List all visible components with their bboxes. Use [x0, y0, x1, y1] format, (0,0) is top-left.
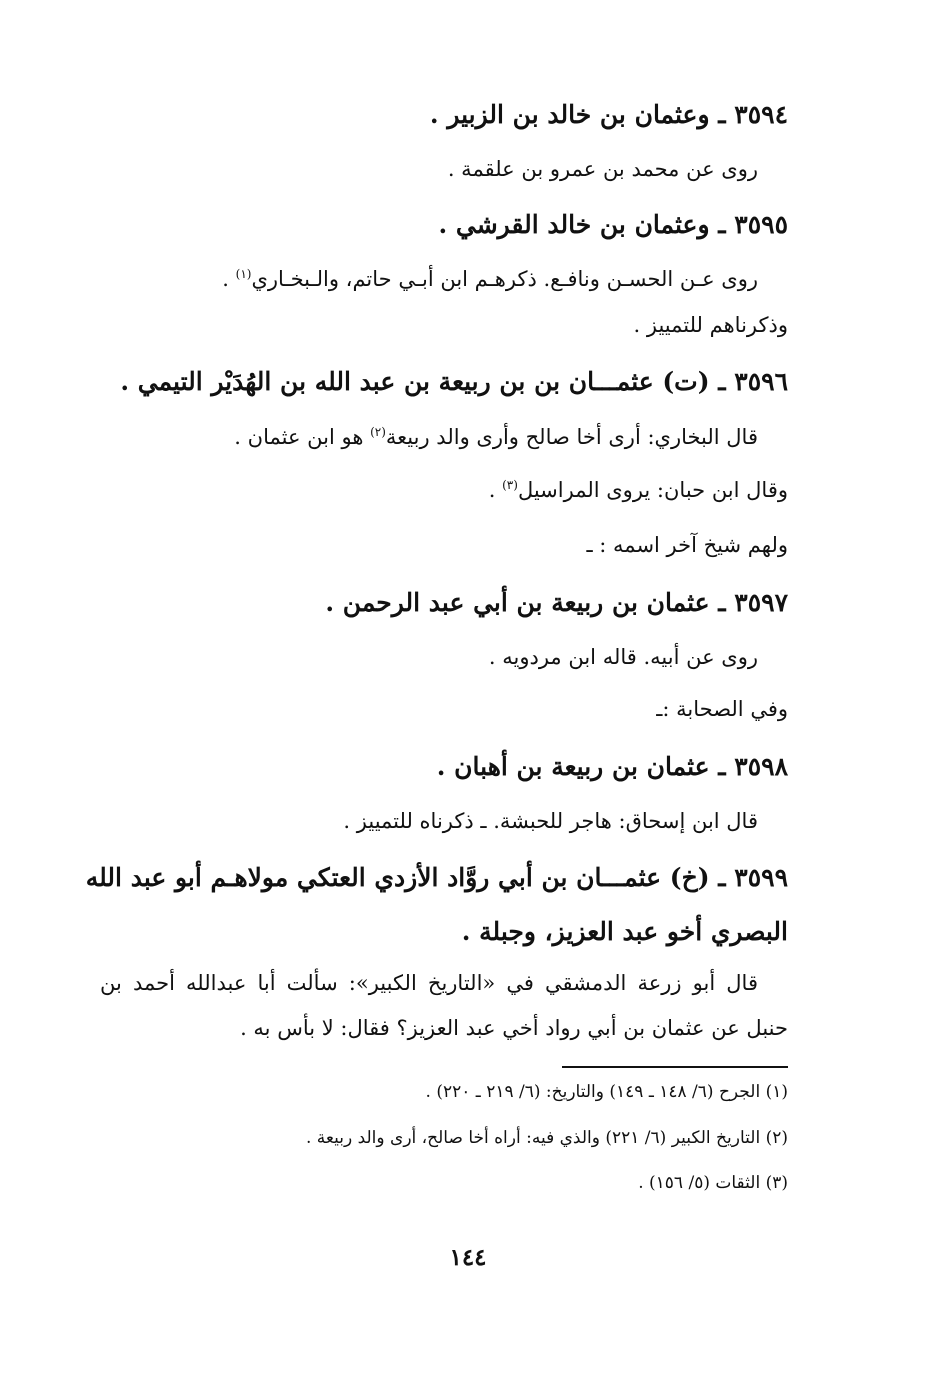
- footnote-ref-3: (٣): [502, 478, 518, 492]
- entry-heading-3596: ٣٥٩٦ ـ (ت) عثمـــان بن بن ربيعة بن عبد الله بن الهُدَيْر التيمي .: [120, 367, 788, 396]
- entry-heading-3594: ٣٥٩٤ ـ وعثمان بن خالد بن الزبير .: [429, 100, 788, 129]
- entry-text-3598: قال ابن إسحاق: هاجر للحبشة. ـ ذكرناه للتمييز .: [343, 809, 758, 833]
- entry-heading-3598: ٣٥٩٨ ـ عثمان بن ربيعة بن أهبان .: [436, 752, 788, 781]
- entry-heading-3595: ٣٥٩٥ ـ وعثمان بن خالد القرشي .: [438, 210, 788, 239]
- entry-text-3597-line1: روى عن أبيه. قاله ابن مردويه .: [488, 645, 758, 669]
- entry-text-3595-tail: .: [222, 267, 236, 291]
- entry-text-3596-line2-a: وقال ابن حبان: يروى المراسيل: [517, 478, 788, 502]
- entry-text-3595-line1: [100, 267, 758, 291]
- page-number: ١٤٤: [449, 1244, 487, 1271]
- entry-text-3594: روى عن محمد بن عمرو بن علقمة .: [447, 157, 758, 181]
- entry-text-3596-line2: [100, 478, 788, 502]
- entry-heading-3597: ٣٥٩٧ ـ عثمان بن ربيعة بن أبي عبد الرحمن .: [325, 588, 788, 617]
- footnote-1: (١) الجرح (٦/ ١٤٨ ـ ١٤٩) والتاريخ: (٦/ ٢١٩ ـ ٢٢٠) .: [425, 1082, 788, 1102]
- entry-text-3595-line2: وذكرناهم للتمييز .: [633, 313, 788, 337]
- entry-text-3595-main: روى عـن الحسـن ونافـع. ذكرهـم ابن أبـي حاتم، والـبخـاري: [251, 267, 758, 291]
- entry-text-3599-line1: قال أبو زرعة الدمشقي في «التاريخ الكبير»: سألت أبا عبدالله أحمد بن: [100, 971, 758, 995]
- footnote-separator: [562, 1066, 788, 1068]
- entry-heading-3599-line1: ٣٥٩٩ ـ (خ) عثمـــان بن أبي روَّاد الأزدي العتكي مولاهـم أبو عبد الله: [85, 863, 788, 892]
- entry-text-3596-line3: ولهم شيخ آخر اسمه : ـ: [586, 533, 788, 557]
- footnote-ref-2: (٢): [370, 425, 386, 439]
- footnote-2: (٢) التاريخ الكبير (٦/ ٢٢١) والذي فيه: أراه أخا صالح، أرى والد ربيعة .: [305, 1128, 788, 1148]
- entry-text-3599-line2: حنبل عن عثمان بن أبي رواد أخي عبد العزيز؟ فقال: لا بأس به .: [240, 1016, 788, 1040]
- footnote-ref-1: (١): [235, 267, 252, 281]
- entry-text-3596-line2-b: .: [488, 478, 503, 502]
- entry-text-3596-line1-b: هو ابن عثمان .: [234, 425, 371, 449]
- entry-heading-3599-line2: البصري أخو عبد العزيز، وجبلة .: [461, 917, 788, 946]
- entry-text-3597-line2: وفي الصحابة :ـ: [656, 697, 788, 721]
- entry-text-3596-line1-a: قال البخاري: أرى أخا صالح وأرى والد ربيعة: [385, 425, 758, 449]
- footnote-3: (٣) الثقات (٥/ ١٥٦) .: [638, 1173, 788, 1193]
- entry-text-3596-line1: [100, 425, 758, 449]
